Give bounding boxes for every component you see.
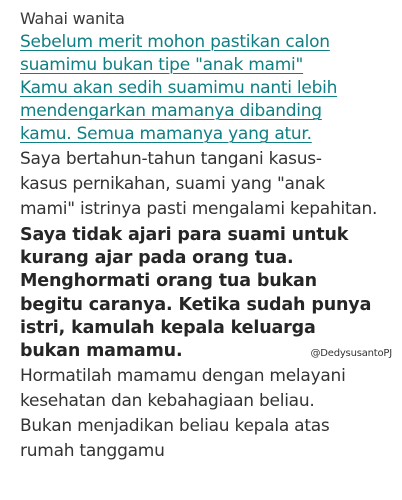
advice-line: mendengarkan mamanya dibanding — [20, 101, 322, 121]
story-line: Saya bertahun-tahun tangani kasus- — [20, 149, 322, 169]
story-line: kasus pernikahan, suami yang "anak — [20, 174, 325, 194]
bold-line: bukan mamamu. — [20, 341, 183, 362]
bold-line: begitu caranya. Ketika sudah punya — [20, 294, 372, 315]
story-line: mami" istrinya pasti mengalami kepahitan. — [20, 199, 378, 219]
closing-line: Bukan menjadikan beliau kepala atas — [20, 416, 330, 437]
signature-row — [20, 340, 392, 363]
bold-line: istri, kamulah kepala keluarga — [20, 317, 316, 338]
advice-line: Kamu akan sedih suamimu nanti lebih — [20, 78, 338, 98]
closing-paragraph — [20, 365, 392, 463]
bold-line: kurang ajar pada orang tua. — [20, 248, 294, 269]
story-paragraph — [20, 148, 392, 221]
bold-line: Saya tidak ajari para suami untuk — [20, 225, 349, 245]
bold-line: Menghormati orang tua bukan — [20, 271, 317, 292]
advice-line: Sebelum merit mohon pastikan calon — [20, 32, 330, 52]
bold-paragraph — [20, 224, 392, 363]
advice-line: kamu. Semua mamanya yang atur. — [20, 124, 312, 144]
closing-line: kesehatan dan kebahagiaan beliau. — [20, 391, 315, 412]
author-signature: @DedysusantoPJ — [310, 348, 392, 360]
advice-line: suamimu bukan tipe "anak mami" — [20, 55, 304, 75]
underlined-advice — [20, 31, 392, 146]
closing-line: rumah tanggamu — [20, 441, 165, 462]
post-heading: Wahai wanita — [20, 9, 125, 28]
closing-line: Hormatilah mamamu dengan melayani — [20, 366, 346, 387]
